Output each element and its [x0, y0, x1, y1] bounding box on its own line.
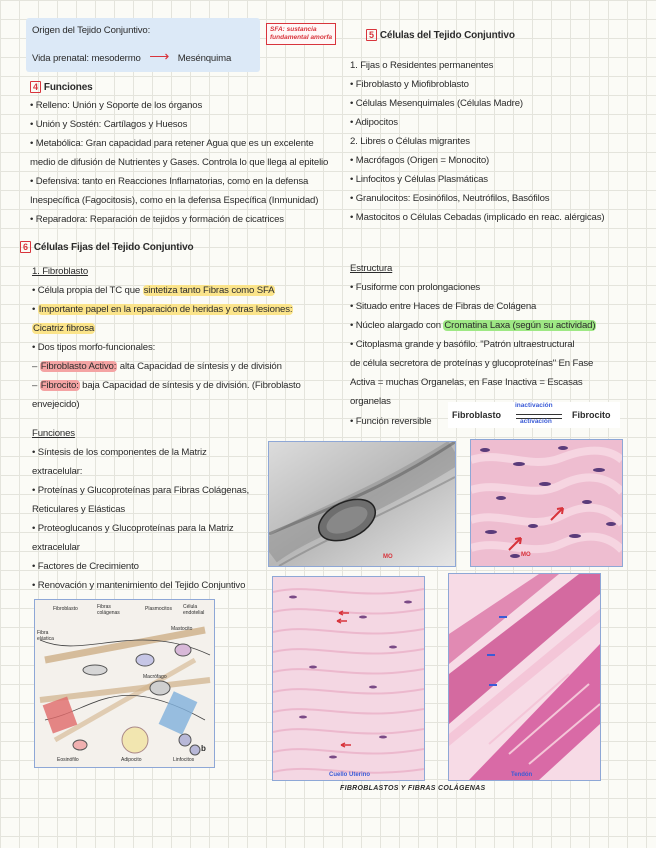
fijas-line2	[32, 300, 293, 319]
cuello-uterino-image	[273, 577, 424, 780]
celulas-item: • Granulocitos: Eosinófilos, Neutrófilos, Basófilos	[350, 193, 550, 204]
micrograph-cuello-uterino	[272, 576, 425, 781]
funciones2-item: extracelular:	[32, 466, 83, 477]
diagram-label-linfocitos: Linfocitos	[173, 757, 195, 763]
diagram-label-plasmocitos: Plasmocitos	[145, 606, 172, 612]
diagram-label-adipocito: Adipocito	[121, 757, 142, 763]
funciones-heading	[30, 78, 93, 97]
diagram-label-b: b	[201, 744, 206, 753]
estructura-title: Estructura	[350, 263, 393, 274]
section-number-6: 6	[20, 241, 31, 253]
diagram-label-celula-endotelial: Célula endotelial	[183, 604, 205, 616]
funciones-item: • Reparadora: Reparación de tejidos y formación de cicatrices	[30, 214, 284, 225]
funciones2-item: • Síntesis de los componentes de la Matriz	[32, 447, 207, 458]
celulas-heading	[366, 26, 515, 45]
diagram-label-fibroblasto: Fibroblasto	[53, 606, 78, 612]
reversible-diagram	[448, 402, 620, 428]
fijas-line1-text: • Célula propia del TC que	[32, 285, 143, 296]
funciones-item: • Unión y Sostén: Cartílagos y Huesos	[30, 119, 188, 130]
fijas-line3-highlight: Cicatriz fibrosa	[33, 323, 95, 334]
electron-micrograph	[268, 441, 456, 567]
celulas-item: 2. Libres o Células migrantes	[350, 136, 470, 147]
caption-tendon: Tendón	[511, 772, 533, 778]
origin-prenatal-label: Vida prenatal: mesodermo	[32, 53, 141, 64]
estructura-line: • Citoplasma grande y basófilo. "Patrón ultraestructural	[350, 339, 575, 350]
electron-micrograph-image	[269, 442, 455, 566]
fijas-line4: • Dos tipos morfo-funcionales:	[32, 342, 156, 353]
estructura-line3	[350, 316, 596, 335]
celulas-item: • Mastocitos o Células Cebadas (implicado en reac. alérgicas)	[350, 212, 605, 223]
funciones-item: Inespecífica (Fagocitosis), como en la defensa Específica (Inmunidad)	[30, 195, 319, 206]
celulas-item: • Adipocitos	[350, 117, 398, 128]
fijas-line6	[32, 376, 301, 395]
diagram-label-fibras-colagenas: Fibras colágenas	[97, 604, 120, 616]
fibroblasto-subtitle: 1. Fibroblasto	[32, 266, 89, 277]
funciones-title: Funciones	[43, 82, 93, 93]
funciones2-title: Funciones	[32, 428, 75, 439]
lm-tag: MO	[521, 552, 531, 558]
funciones-item: • Relleno: Unión y Soporte de los órganos	[30, 100, 203, 111]
funciones2-item: extracelular	[32, 542, 80, 553]
section-number-5: 5	[366, 29, 377, 41]
bottom-caption: FIBROBLASTOS Y FIBRAS COLÁGENAS	[340, 785, 486, 792]
funciones-item: • Defensiva: tanto en Reacciones Inflamatorias, como en la defensa	[30, 176, 309, 187]
funciones2-item: • Proteínas y Glucoproteínas para Fibras Colágenas,	[32, 485, 250, 496]
light-micrograph-image	[471, 440, 622, 566]
fijas-title: Células Fijas del Tejido Conjuntivo	[33, 242, 194, 253]
origin-prenatal	[32, 47, 231, 68]
fijas-line3	[32, 319, 95, 338]
origin-title: Origen del Tejido Conjuntivo:	[32, 25, 151, 36]
diagram-label-eosinofilo: Eosinófilo	[57, 757, 79, 763]
estructura-line: de célula secretora de proteínas y glucoproteínas" En Fase	[350, 358, 594, 369]
fijas-line2-bullet: •	[32, 304, 38, 315]
estructura-line: • Fusiforme con prolongaciones	[350, 282, 481, 293]
celulas-title: Células del Tejido Conjuntivo	[379, 30, 515, 41]
fijas-line2-highlight: Importante papel en la reparación de heridas y otras lesiones:	[38, 304, 293, 315]
fijas-line1-highlight: sintetiza tanto Fibras como SFA	[143, 285, 275, 296]
section-number-4: 4	[30, 81, 41, 93]
origin-result: Mesénquima	[177, 53, 232, 64]
fijas-line1	[32, 281, 275, 300]
funciones2-item: • Factores de Crecimiento	[32, 561, 139, 572]
cromatina-highlight: Cromatina Laxa (según su actividad)	[444, 320, 596, 331]
fibroblasto-activo-highlight: Fibroblasto Activo:	[40, 361, 117, 372]
estructura-line: organelas	[350, 396, 391, 407]
funciones-item: • Metabólica: Gran capacidad para retener Agua que es un excelente	[30, 138, 314, 149]
estructura-line: • Situado entre Haces de Fibras de Colágena	[350, 301, 537, 312]
funciones2-item: Reticulares y Elásticas	[32, 504, 126, 515]
celulas-item: • Fibroblasto y Miofibroblasto	[350, 79, 469, 90]
fijas-line5	[32, 357, 282, 376]
em-tag: MO	[383, 554, 393, 560]
reversible-top: inactivación	[515, 402, 553, 409]
sfa-note-line2: fundamental amorfa	[270, 34, 333, 41]
reversible-bottom: activación	[520, 418, 552, 425]
estructura-line: Activa = muchas Organelas, en Fase Inactiva = Escasas	[350, 377, 583, 388]
sfa-note	[266, 23, 336, 45]
celulas-item: 1. Fijas o Residentes permanentes	[350, 60, 494, 71]
connective-tissue-diagram	[34, 599, 215, 768]
reversible-left: Fibroblasto	[452, 410, 501, 420]
caption-cuello-uterino: Cuello Uterino	[329, 772, 371, 778]
fibrocito-highlight: Fibrocito:	[40, 380, 79, 391]
sfa-note-line1: SFA: sustancia	[270, 26, 317, 33]
arrow-right-icon: ⟶	[149, 48, 170, 64]
celulas-item: • Linfocitos y Células Plasmáticas	[350, 174, 488, 185]
diagram-label-macrofago: Macrófago	[143, 674, 167, 680]
estructura-line: • Función reversible	[350, 416, 432, 427]
fijas-line7: envejecido)	[32, 399, 80, 410]
fijas-line6-rest: baja Capacidad de síntesis y de división. (Fibroblasto	[79, 380, 301, 391]
diagram-label-fibra-elastica: Fibra elástica	[37, 630, 54, 642]
micrograph-tendon	[448, 573, 601, 781]
reversible-right: Fibrocito	[572, 410, 611, 420]
fijas-line5-dash: –	[32, 361, 40, 372]
light-micrograph-fibroblasts	[470, 439, 623, 567]
fijas-heading	[20, 238, 193, 257]
diagram-label-mastocito: Mastocito	[171, 626, 193, 632]
celulas-item: • Células Mesenquimales (Células Madre)	[350, 98, 523, 109]
fijas-line5-rest: alta Capacidad de síntesis y de división	[117, 361, 282, 372]
funciones-item: medio de difusión de Nutrientes y Gases. Controla lo que llega al epitelio	[30, 157, 329, 168]
estructura-line3-text: • Núcleo alargado con	[350, 320, 444, 331]
funciones2-item: • Renovación y mantenimiento del Tejido Conjuntivo	[32, 580, 246, 591]
celulas-item: • Macrófagos (Origen = Monocito)	[350, 155, 490, 166]
funciones2-item: • Proteoglucanos y Glucoproteínas para la Matriz	[32, 523, 234, 534]
fijas-line6-dash: –	[32, 380, 40, 391]
tendon-image	[449, 574, 600, 780]
